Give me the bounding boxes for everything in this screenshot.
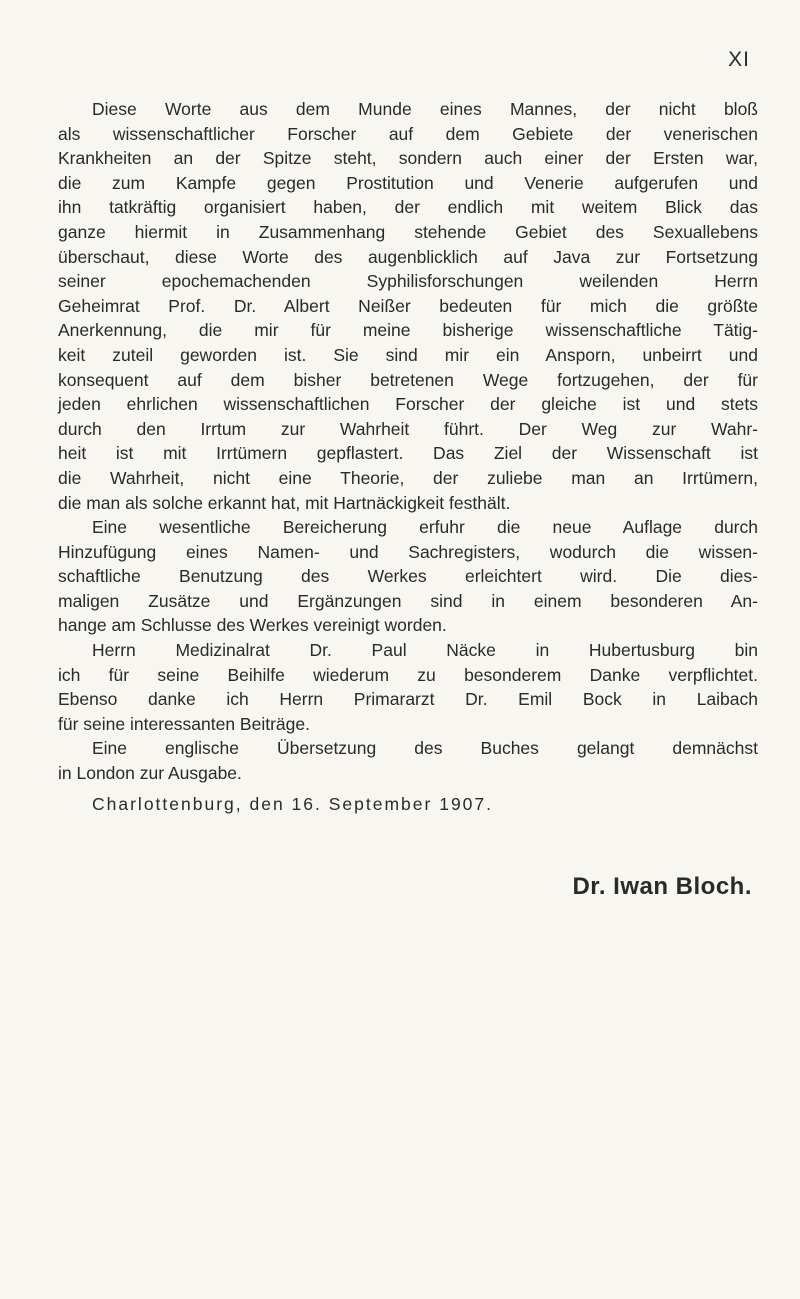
text-line: überschaut, diese Worte des augenblicklich auf Java zur Fortsetzung [58,246,758,267]
text-line: Ebenso danke ich Herrn Primararzt Dr. Emil Bock in Laibach [58,689,758,710]
text-line: ich für seine Beihilfe wiederum zu besonderem Danke verpflichtet. [58,664,758,685]
paragraph [58,638,758,736]
text-line: schaftliche Benutzung des Werkes erleichtert wird. Die dies- [58,566,758,587]
text-line: Herrn Medizinalrat Dr. Paul Näcke in Hubertusburg bin [92,640,758,661]
text-line: Anerkennung, die mir für meine bisherige wissenschaftliche Tätig- [58,320,758,341]
paragraph [58,97,758,515]
text-line: Eine englische Übersetzung des Buches gelangt demnächst [92,738,758,759]
paragraph [58,736,758,785]
text-line: seiner epochemachenden Syphilisforschungen weilenden Herrn [58,271,758,292]
text-line: maligen Zusätze und Ergänzungen sind in einem besonderen An- [58,590,758,611]
text-line: durch den Irrtum zur Wahrheit führt. Der Weg zur Wahr- [58,418,758,439]
text-line: die man als solche erkannt hat, mit Hartnäckigkeit festhält. [58,492,511,513]
text-line: hange am Schlusse des Werkes vereinigt worden. [58,615,447,636]
author-signature: Dr. Iwan Bloch. [572,873,752,900]
text-line: für seine interessanten Beiträge. [58,713,310,734]
text-line: Hinzufügung eines Namen- und Sachregisters, wodurch die wissen- [58,541,758,562]
text-line: heit ist mit Irrtümern gepflastert. Das Ziel der Wissenschaft ist [58,443,758,464]
text-line: ihn tatkräftig organisiert haben, der endlich mit weitem Blick das [58,197,758,218]
preface-text [58,97,758,816]
text-line: die Wahrheit, nicht eine Theorie, der zuliebe man an Irrtümern, [58,467,758,488]
text-line: Geheimrat Prof. Dr. Albert Neißer bedeuten für mich die größte [58,295,758,316]
text-line: Diese Worte aus dem Munde eines Mannes, der nicht bloß [92,99,758,119]
text-line: Krankheiten an der Spitze steht, sondern auch einer der Ersten war, [58,148,758,169]
text-line: keit zuteil geworden ist. Sie sind mir ein Ansporn, unbeirrt und [58,344,758,365]
text-line: jeden ehrlichen wissenschaftlichen Forscher der gleiche ist und stets [58,394,758,415]
text-line: ganze hiermit in Zusammenhang stehende Gebiet des Sexuallebens [58,221,758,242]
text-line: die zum Kampfe gegen Prostitution und Venerie aufgerufen und [58,172,758,193]
dateline: Charlottenburg, den 16. September 1907. [92,793,493,814]
page-number: XI [728,48,750,71]
paragraph [58,515,758,638]
text-line: als wissenschaftlicher Forscher auf dem Gebiete der venerischen [58,123,758,144]
text-line: Eine wesentliche Bereicherung erfuhr die neue Auflage durch [92,517,758,538]
text-line: in London zur Ausgabe. [58,763,242,784]
text-line: konsequent auf dem bisher betretenen Wege fortzugehen, der für [58,369,758,390]
